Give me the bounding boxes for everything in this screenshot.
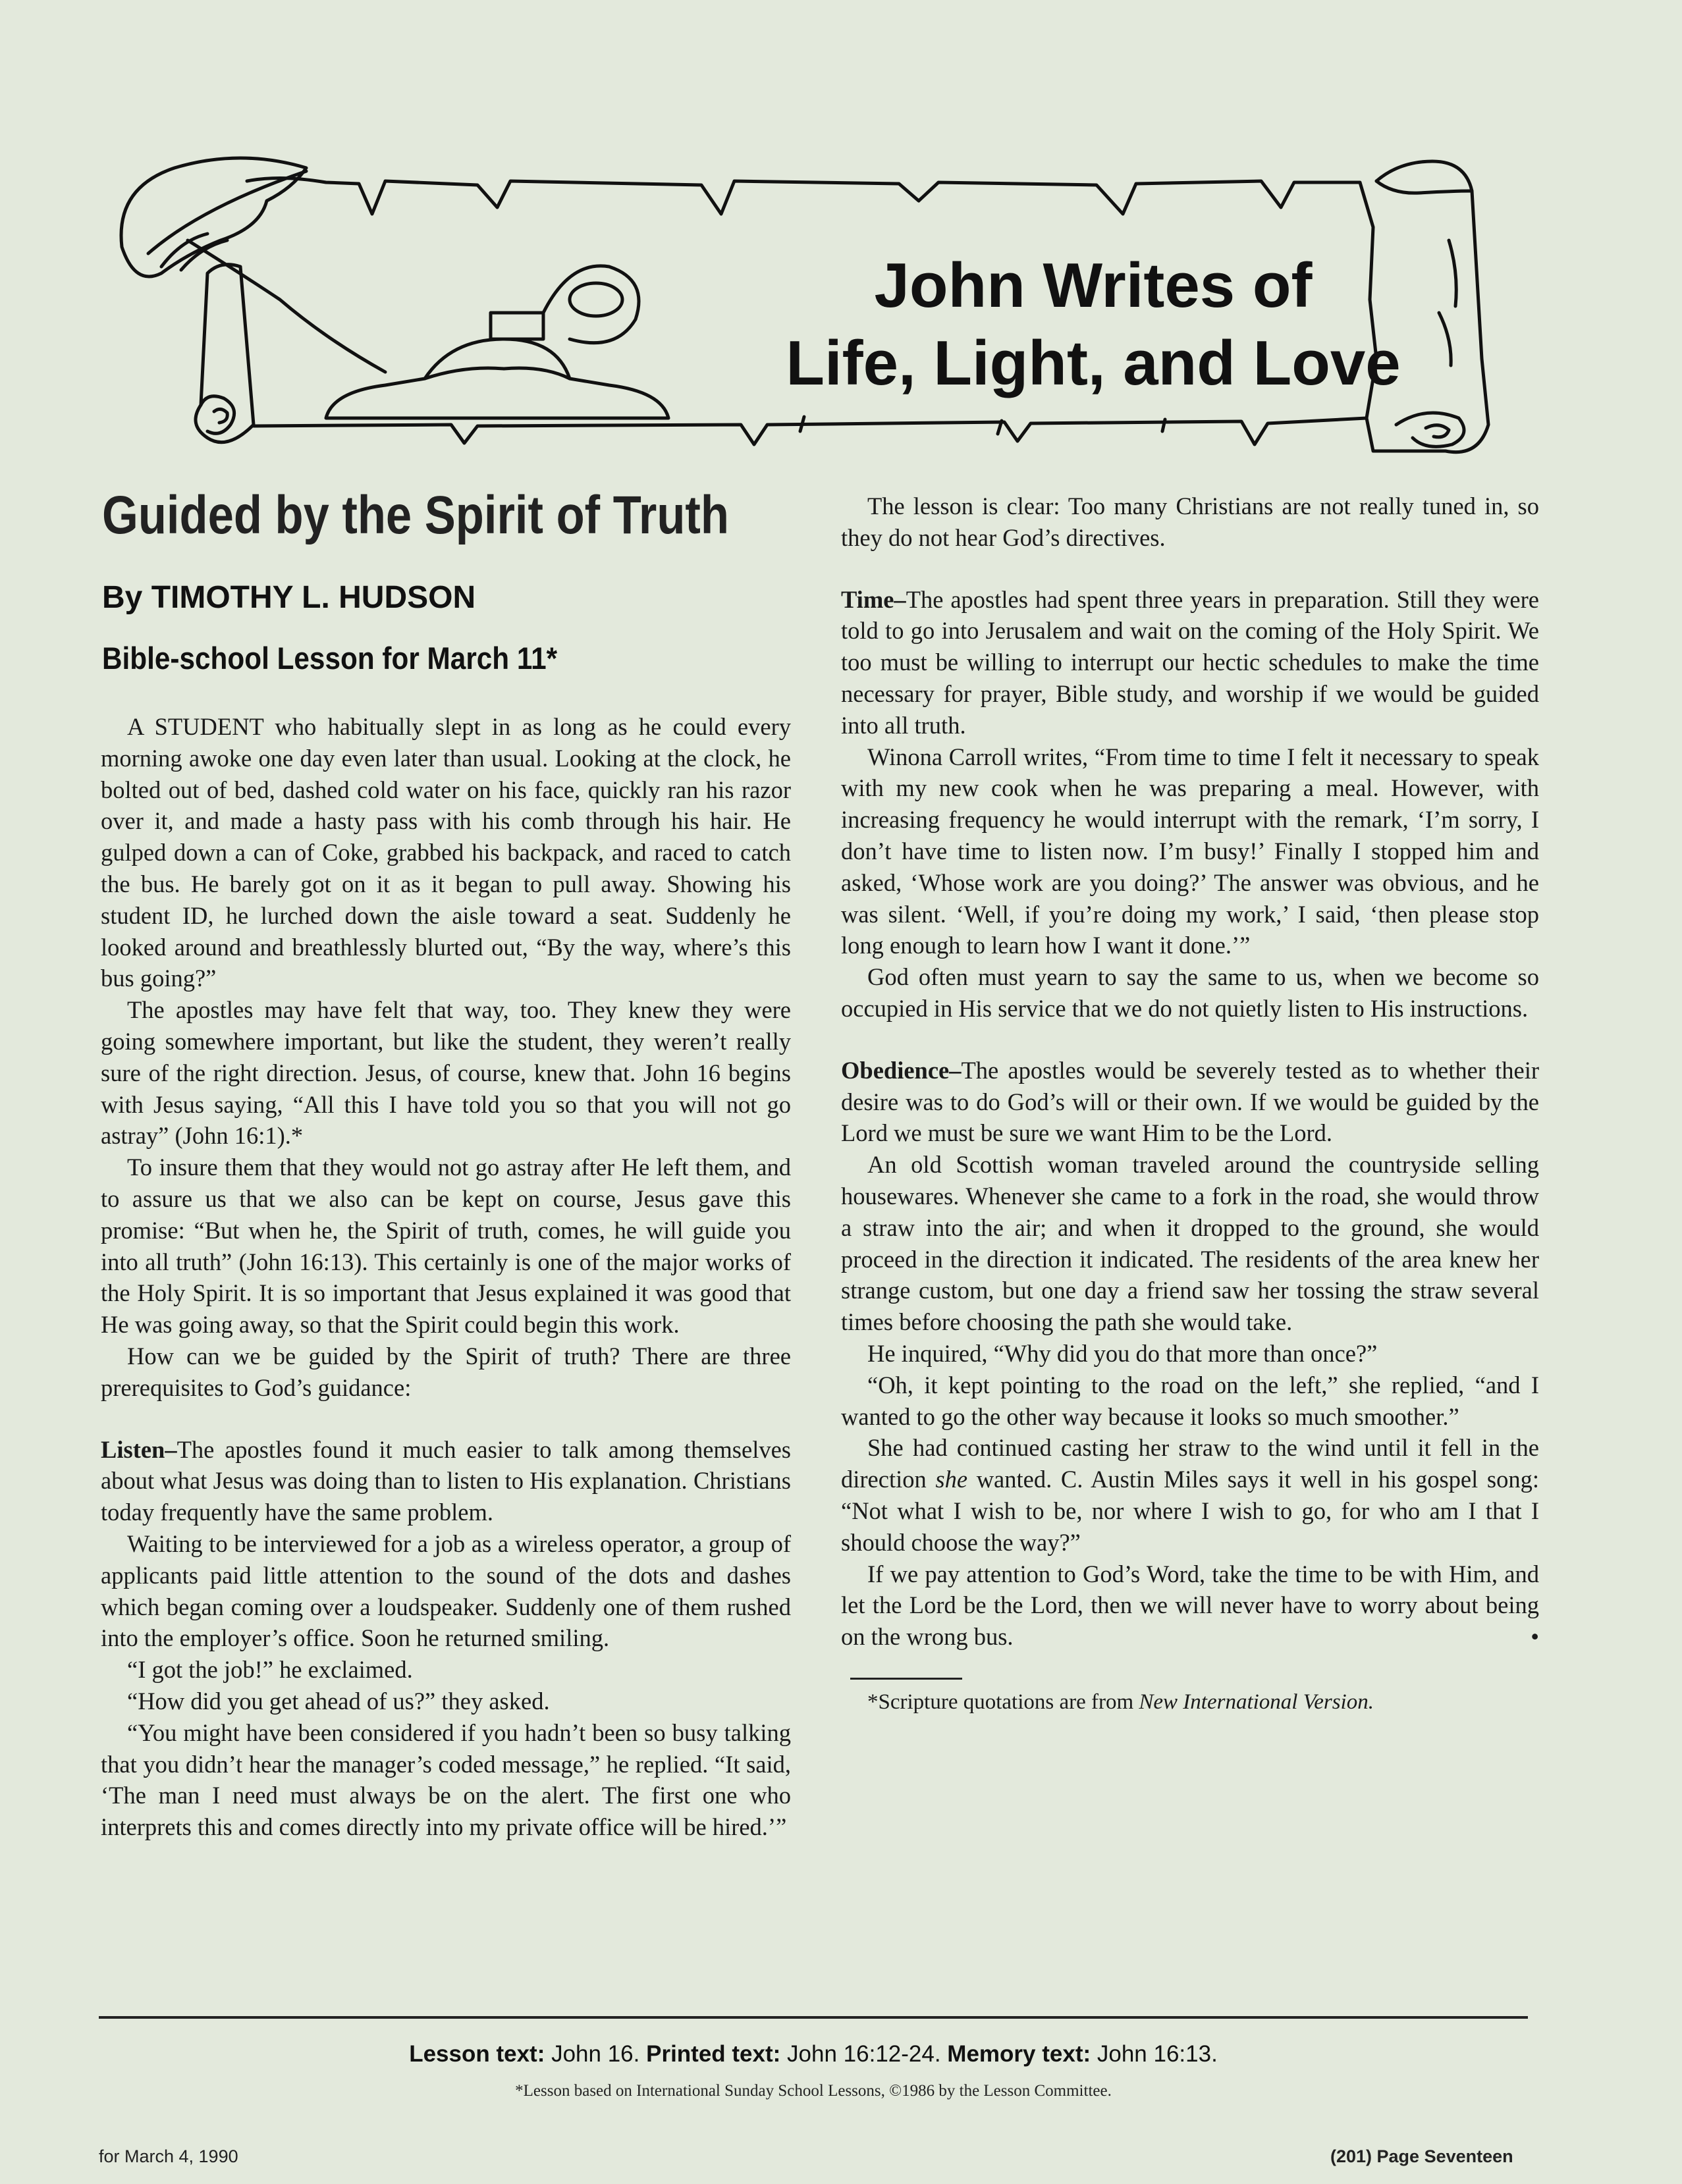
paragraph: God often must yearn to say the same to us, when we become so occupied in His service that we do not quietly listen to His instructions. [841,963,1539,1022]
lesson-text-value: John 16. [551,2041,640,2067]
emphasis: New International Version. [1139,1690,1374,1714]
section-lead: Time– [841,585,906,613]
paragraph: He inquired, “Why did you do that more than once?” [867,1339,1378,1367]
closing-paragraph [841,1558,1539,1653]
lesson-text-label: Lesson text: [409,2041,545,2067]
paragraph: A STUDENT who habitually slept in as long as he could every morning awoke one day even later than usual. Looking at the clock, he bolted out of bed, dashed cold water on his face, quickly ran his razor over it, and made a hasty pass with his comb through his hair. He gulped down a can of Coke, grabbed his backpack, and raced to catch the bus. He barely got on it as it began to pull away. Showing his student ID, he lurched down the aisle toward a seat. Suddenly he looked around and breathlessly blurted out, “By the way, where’s this bus going?” [101,713,791,992]
section-lead: Obedience– [841,1056,962,1084]
obedience-section [841,1055,1539,1149]
listen-section [101,1434,791,1528]
paragraph: “Oh, it kept pointing to the road on the left,” she replied, “and I wanted to go the other way because it looks so much smoother.” [841,1371,1539,1430]
paragraph [841,1432,1539,1558]
time-section [841,584,1539,741]
paragraph: The lesson is clear: Too many Christians are not really tuned in, so they do not hear God’s directives. [841,493,1539,551]
paragraph: Waiting to be interviewed for a job as a wireless operator, a group of applicants paid little attention to the sound of the dots and dashes which began coming over a loudspeaker. Suddenly one of them rushed into the employer’s office. Soon he returned smiling. [101,1530,791,1652]
paragraph: Winona Carroll writes, “From time to time I felt it necessary to speak with my new cook when he was preparing a meal. However, with increasing frequency he would interrupt with the remark, ‘I’m sorry, I don’t have time to listen now. I’m busy!’ Finally I stopped him and asked, ‘Whose work are you doing?’ The answer was obvious, and he was silent. ‘Well, if you’re doing my work,’ I said, ‘then please stop long enough to learn how I want it done.’” [841,743,1539,959]
emphasis: she [935,1466,968,1493]
printed-text-value: John 16:12-24. [787,2041,941,2067]
right-column [841,491,1539,1717]
page-number: (201) Page Seventeen [1330,2146,1513,2166]
section-text: The apostles would be severely tested as to whether their desire was to do God’s will or their own. If we would be guided by the Lord we must be sure we want Him to be the Lord. [841,1056,1539,1147]
committee-note: *Lesson based on International Sunday School Lessons, ©1986 by the Lesson Committee. [515,2082,1112,2100]
lesson-date: Bible-school Lesson for March 11* [102,641,558,676]
paragraph: “You might have been considered if you hadn’t been so busy talking that you didn’t hear the manager’s coded message,” he replied. “It said, ‘The man I need must always be on the alert. The first one who interprets this and comes directly into my private office will be hired.’” [101,1718,791,1841]
title-banner [109,142,1551,464]
section-lead: Listen– [101,1435,177,1463]
end-mark: • [1531,1623,1539,1651]
paragraph: To insure them that they would not go astray after He left them, and to assure us that we also can be kept on course, Jesus gave this promise: “But when he, the Spirit of truth, comes, he will guide you into all truth” (John 16:13). This certainly is one of the major works of the Holy Spirit. It is so important that Jesus explained it was good that He was going away, so that the Spirit could begin this work. [101,1154,791,1339]
text-run: *Scripture quotations are from [867,1690,1139,1714]
text-run: She had continued casting her straw to the wind until it fell in the direction [841,1434,1539,1493]
printed-text-label: Printed text: [646,2041,781,2067]
left-column [101,711,791,1843]
article-title: Guided by the Spirit of Truth [102,485,729,545]
section-text: The apostles had spent three years in preparation. Still they were told to go into Jerusalem and wait on the coming of the Holy Spirit. We too must be willing to interrupt our hectic schedules to make the time necessary for prayer, Bible study, and worship if we would be guided into all truth. [841,585,1539,739]
paragraph: How can we be guided by the Spirit of truth? There are three prerequisites to God’s guidance: [101,1342,791,1401]
memory-text-label: Memory text: [947,2041,1091,2067]
banner-title-line1: John Writes of [874,250,1313,321]
paragraph: “I got the job!” he exclaimed. [127,1656,413,1684]
banner-title-line2: Life, Light, and Love [786,328,1401,398]
banner-title [675,247,1511,402]
text-run: If we pay attention to God’s Word, take the time to be with Him, and let the Lord be the Lord, then we will never have to worry about being on the wrong bus. [841,1560,1539,1651]
paragraph: An old Scottish woman traveled around the countryside selling housewares. Whenever she came to a fork in the road, she would throw a straw into the air; and when it dropped to the ground, she would proceed in the direction it indicated. The residents of the area knew her strange custom, but one day a friend saw her tossing the straw several times before choosing the path she would take. [841,1151,1539,1336]
issue-date: for March 4, 1990 [99,2146,238,2166]
footnote-rule [850,1678,962,1680]
text-run: wanted. C. Austin Miles says it well in his gospel song: “Not what I wish to be, nor where I wish to go, for who am I that I should choose the way?” [841,1466,1540,1556]
paragraph: The apostles may have felt that way, too. They knew they were going somewhere important, but like the student, they weren’t really sure of the right direction. Jesus, of course, knew that. John 16 begins with Jesus saying, “All this I have told you so that you will not go astray” (John 16:1).* [101,996,791,1150]
lesson-texts [99,2041,1528,2067]
footnote [841,1688,1539,1717]
paragraph: “How did you get ahead of us?” they asked. [127,1687,550,1715]
bottom-rule [99,2016,1528,2019]
section-text: The apostles found it much easier to talk among themselves about what Jesus was doing than to listen to His explanation. Christians today frequently have the same problem. [101,1435,791,1526]
byline: By TIMOTHY L. HUDSON [102,580,476,615]
memory-text-value: John 16:13. [1097,2041,1218,2067]
